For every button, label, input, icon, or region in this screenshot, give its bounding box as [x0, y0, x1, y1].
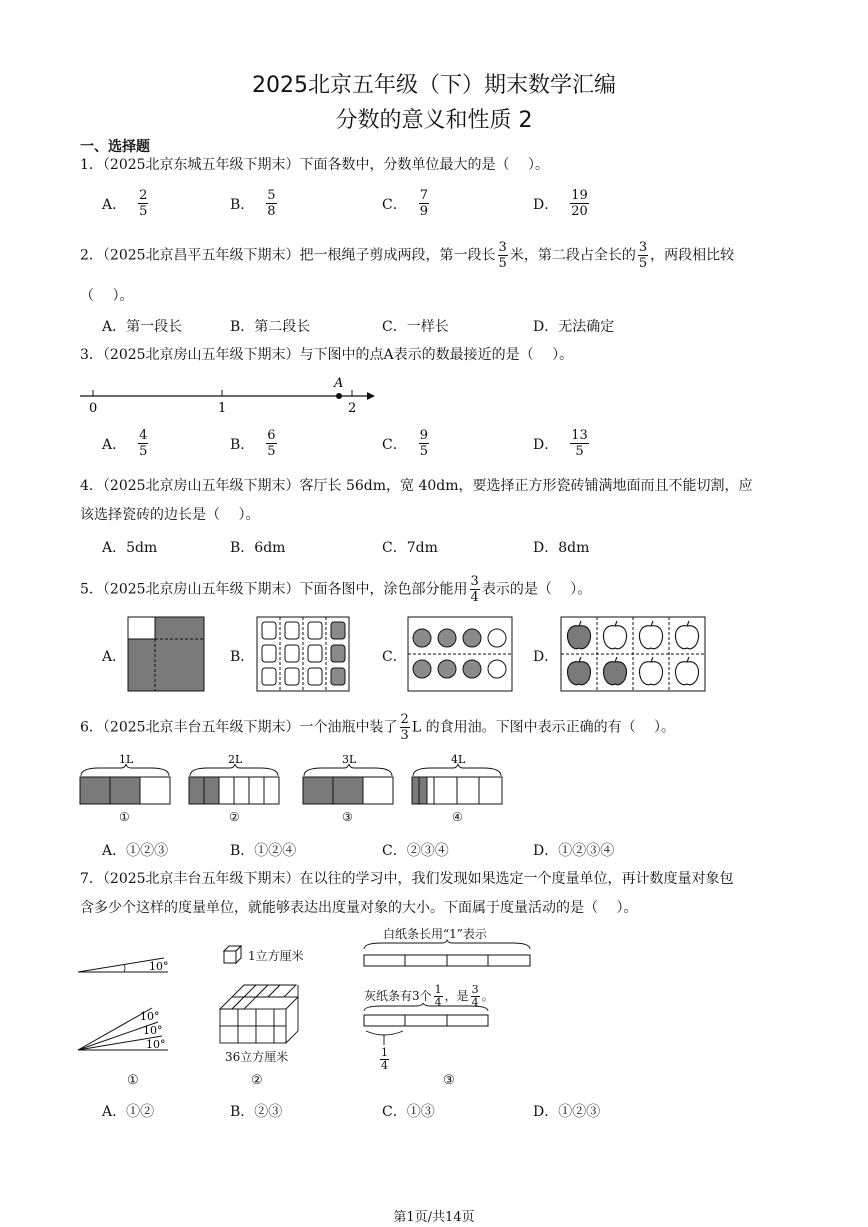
q1-option-c[interactable] [382, 188, 431, 219]
q3-option-d[interactable]: D． $\frac{13}{5}$ [533, 428, 588, 459]
q6-bar-4-number: ④ [452, 810, 463, 824]
q4-option-c[interactable]: C．7dm [382, 540, 438, 556]
svg-text:10°: 10° [149, 960, 169, 973]
fraction: $\frac{3}{4}$ [470, 574, 479, 605]
q6-bar-2-number: ② [229, 810, 240, 824]
q5-option-c-label[interactable]: C． [382, 649, 407, 665]
question-4-line2: 该选择瓷砖的边长是（ ）。 [80, 507, 260, 523]
fraction: $\frac{3}{5}$ [638, 240, 648, 271]
q2-option-a[interactable]: A．第一段长 [102, 319, 183, 335]
point-a [336, 393, 342, 399]
unit-cube-icon [222, 944, 244, 966]
q7-figure-1-number: ① [127, 1073, 139, 1088]
q6-option-d[interactable]: D．①②③④ [533, 843, 615, 859]
q6-bar-4 [411, 750, 505, 806]
q7-figure-3-white-strip [362, 939, 534, 969]
question-7-line2: 含多少个这样的度量单位，就能够表达出度量对象的大小。下面属于度量活动的是（ ）。 [80, 900, 638, 916]
option-label: D． [533, 196, 559, 213]
q7-figure-1-angles [76, 950, 186, 1060]
q6-bar-1-number: ① [119, 810, 130, 824]
option-label: C． [382, 196, 407, 213]
q3-option-c[interactable]: C． $\frac{9}{5}$ [382, 428, 428, 459]
q6-option-c[interactable]: C．②③④ [382, 843, 449, 859]
q1-option-a[interactable] [102, 188, 150, 219]
question-5-text: 5．（2025北京房山五年级下期末）下面各图中，涂色部分能用 $\frac{3}{4}$ 表示的是（ ）。 [80, 574, 592, 605]
page-subtitle: 分数的意义和性质 2 [335, 108, 533, 133]
tick-label-2: 2 [348, 401, 357, 416]
q3-option-a[interactable]: A． $\frac{4}{5}$ [102, 428, 148, 459]
fraction: $\frac{9}{5}$ [419, 428, 428, 459]
svg-text:3L: 3L [342, 753, 357, 766]
q5-figure-c[interactable] [407, 616, 513, 692]
q1-option-b[interactable] [230, 188, 279, 219]
svg-text:10°: 10° [140, 1010, 160, 1023]
q5-option-d-label[interactable]: D． [533, 649, 559, 665]
svg-text:10°: 10° [143, 1024, 163, 1037]
svg-text:2L: 2L [228, 753, 243, 766]
q2-option-b[interactable]: B．第二段长 [230, 319, 311, 335]
section-heading: 一、选择题 [80, 139, 150, 155]
fraction: $\frac{4}{5}$ [139, 428, 148, 459]
point-a-label: A [334, 376, 344, 391]
tick-label-1: 1 [218, 401, 227, 416]
q6-option-a[interactable]: A．①②③ [102, 843, 169, 859]
q5-figure-b[interactable] [256, 616, 350, 692]
question-7-line1: 7．（2025北京丰台五年级下期末）在以往的学习中，我们发现如果选定一个度量单位，再计数度量对象包 [80, 871, 734, 887]
fraction: $\frac{13}{5}$ [571, 428, 588, 459]
q7-figure-2-volume-label: 36立方厘米 [225, 1050, 289, 1064]
q4-option-b[interactable]: B．6dm [230, 540, 286, 556]
q7-figure-2-unit-label: 1立方厘米 [248, 949, 304, 963]
question-2-line2: （ ）。 [80, 288, 134, 304]
q3-option-b[interactable]: B． $\frac{6}{5}$ [230, 428, 276, 459]
q2-option-c[interactable]: C．一样长 [382, 319, 449, 335]
q7-figure-3-quarter: $\frac{1}{4}$ [381, 1046, 388, 1072]
option-label: B． [230, 196, 255, 213]
q1-option-d[interactable] [533, 188, 591, 219]
fraction: $\frac{2}{3}$ [400, 712, 409, 743]
fraction: $\frac{7}{9}$ [419, 188, 428, 219]
q5-figure-d[interactable] [560, 616, 706, 692]
q6-option-b[interactable]: B．①②④ [230, 843, 297, 859]
q2-option-d[interactable]: D．无法确定 [533, 319, 615, 335]
q4-option-a[interactable]: A．5dm [102, 540, 158, 556]
q6-bar-2 [188, 750, 282, 806]
q7-figure-3-number: ③ [443, 1073, 455, 1088]
q7-option-a[interactable]: A．①② [102, 1104, 155, 1120]
fraction: $\frac{5}{8}$ [267, 188, 276, 219]
fraction: $\frac{2}{5}$ [139, 188, 148, 219]
option-label: A． [102, 196, 127, 213]
svg-text:1L: 1L [119, 753, 134, 766]
q5-option-a-label[interactable]: A． [102, 649, 127, 665]
q7-figure-2-number: ② [251, 1073, 263, 1088]
q5-option-b-label[interactable]: B． [230, 649, 255, 665]
q7-figure-3-note: 灰纸条有3个 $\frac{1}{4}$ ，是 $\frac{3}{4}$ 。 [364, 983, 494, 1009]
q6-bar-3-number: ③ [342, 810, 353, 824]
question-2-text: 2．（2025北京昌平五年级下期末）把一根绳子剪成两段，第一段长 $\frac{3}{5}$ 米，第二段占全长的 $\frac{3}{5}$ ，两段相比较 [80, 240, 735, 271]
q4-option-d[interactable]: D．8dm [533, 540, 590, 556]
q5-figure-a[interactable] [127, 616, 205, 692]
q7-figure-3-gray-strip [362, 1003, 494, 1047]
page-footer: 第1页/共14页 [393, 1210, 475, 1225]
fraction: $\frac{3}{5}$ [498, 240, 507, 271]
q7-option-c[interactable]: C．①③ [382, 1104, 435, 1120]
q7-figure-2-cuboid [218, 983, 300, 1045]
question-1-text: 1．（2025北京东城五年级下期末）下面各数中，分数单位最大的是（ ）。 [80, 157, 549, 173]
number-line [75, 372, 385, 417]
question-3-text: 3．（2025北京房山五年级下期末）与下图中的点A表示的数最接近的是（ ）。 [80, 347, 574, 363]
svg-text:10°: 10° [146, 1038, 166, 1051]
fraction: $\frac{6}{5}$ [267, 428, 276, 459]
q7-figure-3-caption: 白纸条长用“1”表示 [383, 927, 487, 941]
question-6-text: 6．（2025北京丰台五年级下期末）一个油瓶中装了 $\frac{2}{3}$ L 的食用油。下图中表示正确的有（ ）。 [80, 712, 676, 743]
svg-text:4L: 4L [451, 753, 466, 766]
tick-label-0: 0 [89, 401, 98, 416]
q7-option-d[interactable]: D．①②③ [533, 1104, 601, 1120]
q7-option-b[interactable]: B．②③ [230, 1104, 283, 1120]
q6-bar-3 [302, 750, 396, 806]
fraction: $\frac{19}{20}$ [571, 188, 588, 219]
q6-bar-1 [79, 750, 173, 806]
question-4-line1: 4．（2025北京房山五年级下期末）客厅长 56dm，宽 40dm，要选择正方形瓷砖铺满地面而且不能切割，应 [80, 478, 753, 494]
page-title: 2025北京五年级（下）期末数学汇编 [252, 73, 616, 98]
